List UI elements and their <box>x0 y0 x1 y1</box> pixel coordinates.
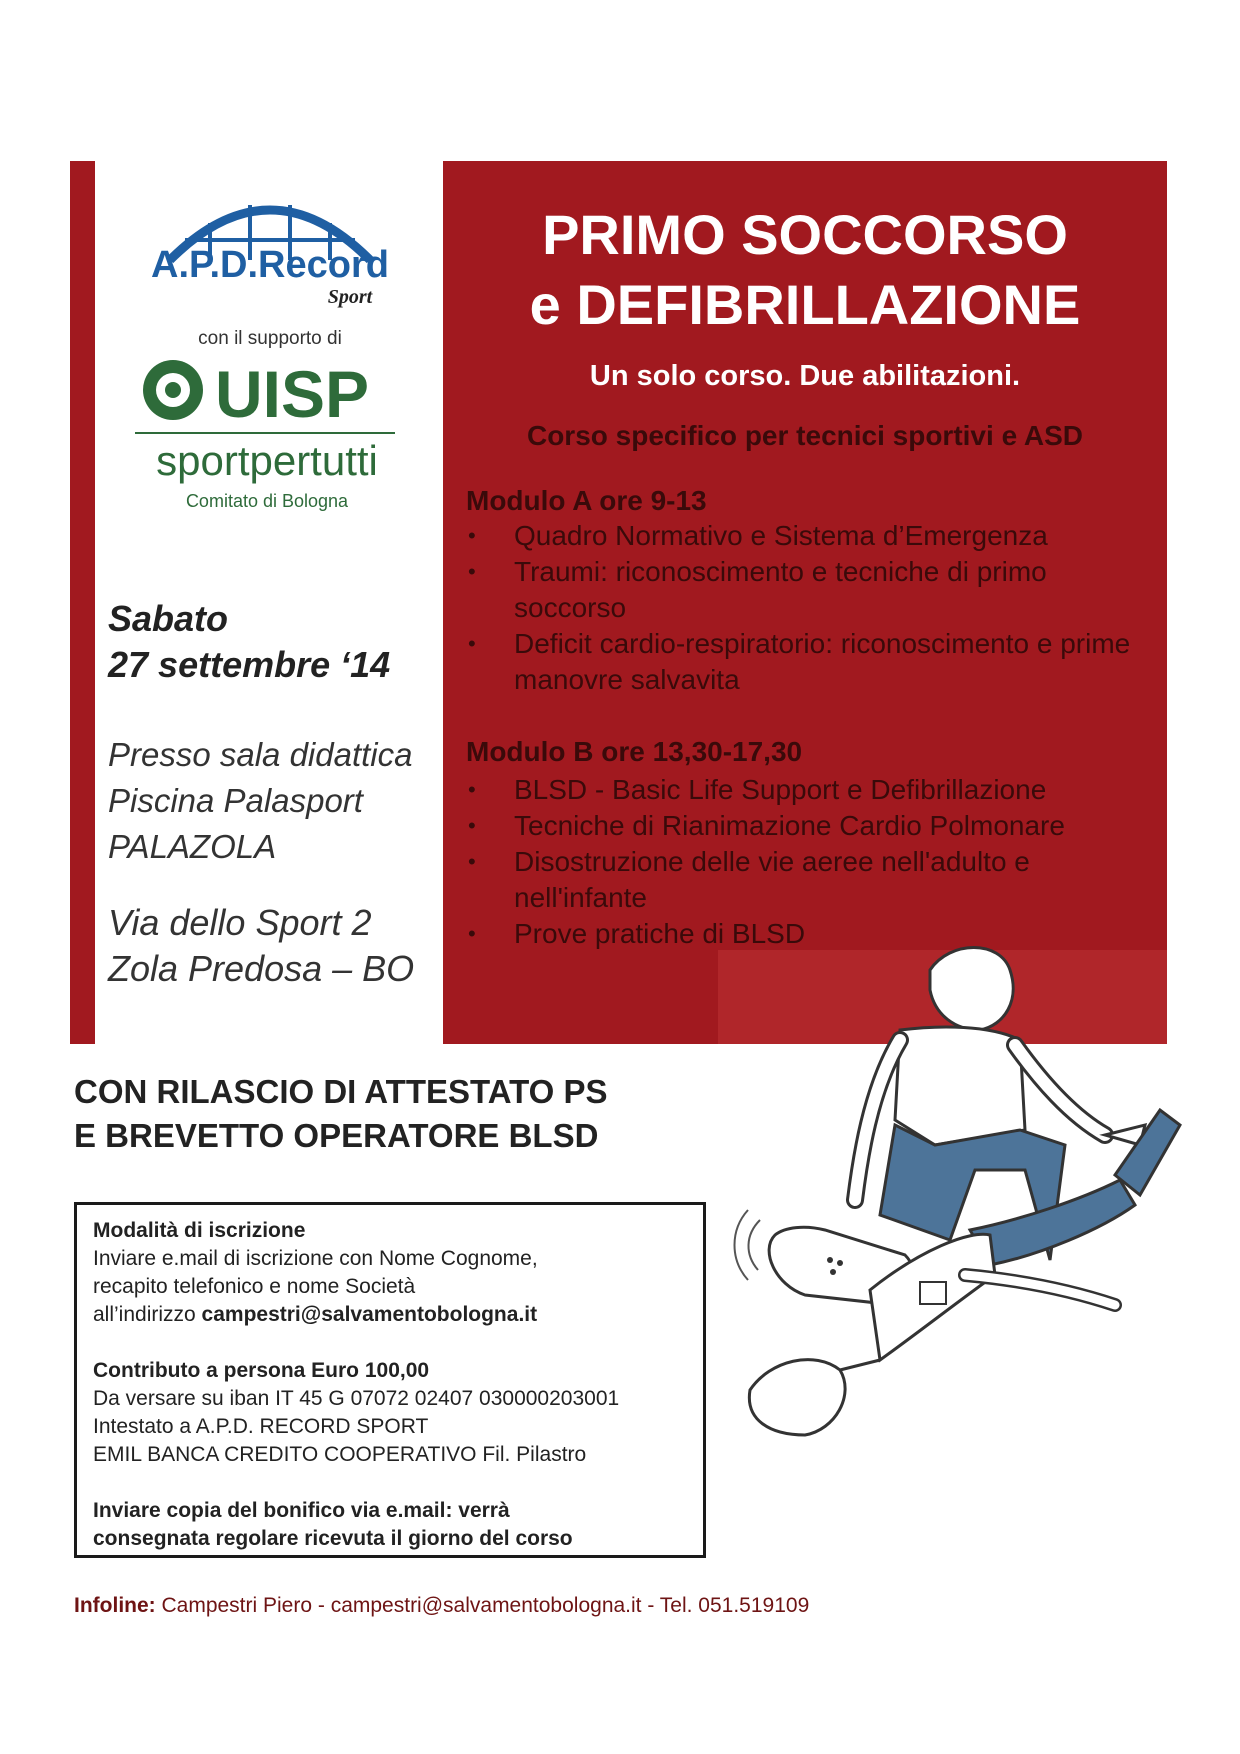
registration-box <box>74 1202 706 1558</box>
list-item: • Quadro Normativo e Sistema d’Emergenza <box>466 518 1166 554</box>
course-title-line-2: e DEFIBRILLAZIONE <box>529 273 1081 336</box>
place-line-1: Presso sala didattica <box>108 736 413 773</box>
registration-line-3 <box>93 1301 687 1329</box>
list-item: • BLSD - Basic Life Support e Defibrillazione <box>466 772 1146 808</box>
list-item: • Prove pratiche di BLSD <box>466 916 1146 952</box>
apd-logo-tagline: Sport <box>327 286 373 308</box>
left-accent-bar <box>70 161 95 1044</box>
list-item: • Tecniche di Rianimazione Cardio Polmonare <box>466 808 1146 844</box>
certificate-line-2: E BREVETTO OPERATORE BLSD <box>74 1117 599 1154</box>
registration-email[interactable]: campestri@salvamentobologna.it <box>201 1303 538 1326</box>
course-subtitle: Un solo corso. Due abilitazioni. <box>589 360 1021 392</box>
certificate-notice <box>74 1070 608 1158</box>
cpr-illustration <box>720 930 1240 1490</box>
infoline-text: Campestri Piero - campestri@salvamentobologna.it - Tel. 051.519109 <box>155 1594 810 1617</box>
infoline <box>74 1594 809 1618</box>
infoline-label: Infoline: <box>74 1594 156 1617</box>
address-line-2: Zola Predosa – BO <box>108 948 415 989</box>
course-target: Corso specifico per tecnici sportivi e ASD <box>526 420 1083 451</box>
note-line-2: consegnata regolare ricevuta il giorno del corso <box>93 1527 573 1550</box>
uisp-logo-tagline: sportpertutti <box>156 437 378 484</box>
fee-iban: Da versare su iban IT 45 G 07072 02407 030000203001 <box>93 1387 620 1410</box>
address-line-1: Via dello Sport 2 <box>108 902 372 943</box>
fee-bank: EMIL BANCA CREDITO COOPERATIVO Fil. Pilastro <box>93 1443 587 1466</box>
note-line-1: Inviare copia del bonifico via e.mail: verrà <box>93 1499 510 1522</box>
uisp-logo-name: UISP <box>215 357 370 431</box>
registration-line-2: recapito telefonico e nome Società <box>93 1275 416 1298</box>
fee-heading: Contributo a persona Euro 100,00 <box>93 1359 430 1382</box>
place-line-2: Piscina Palasport <box>108 782 363 819</box>
module-b-list <box>466 772 1146 952</box>
place-line-3: PALAZOLA <box>108 828 277 865</box>
uisp-logo <box>135 355 405 520</box>
fee-holder: Intestato a A.P.D. RECORD SPORT <box>93 1415 429 1438</box>
support-text: con il supporto di <box>198 328 342 349</box>
list-item: • Disostruzione delle vie aeree nell'adulto e nell'infante <box>466 844 1146 916</box>
course-title <box>443 200 1167 340</box>
list-item: • Deficit cardio-respiratorio: riconoscimento e prime manovre salvavita <box>466 626 1166 698</box>
uisp-committee: Comitato di Bologna <box>185 491 349 511</box>
event-place <box>108 732 413 870</box>
course-title-line-1: PRIMO SOCCORSO <box>542 203 1068 266</box>
event-address <box>108 900 414 992</box>
registration-heading: Modalità di iscrizione <box>93 1219 306 1242</box>
apd-logo-name: A.P.D.Record <box>151 244 389 286</box>
event-date-text: 27 settembre ‘14 <box>108 644 391 685</box>
module-a-heading: Modulo A ore 9-13 <box>466 485 707 516</box>
module-b-heading: Modulo B ore 13,30-17,30 <box>466 736 803 767</box>
registration-line-1: Inviare e.mail di iscrizione con Nome Cognome, <box>93 1247 538 1270</box>
event-date <box>108 596 390 688</box>
apd-record-logo <box>140 165 400 315</box>
registration-address-prefix: all’indirizzo <box>93 1303 202 1326</box>
module-a-list <box>466 518 1166 698</box>
certificate-line-1: CON RILASCIO DI ATTESTATO PS <box>74 1073 608 1110</box>
list-item: • Traumi: riconoscimento e tecniche di primo soccorso <box>466 554 1166 626</box>
event-day: Sabato <box>108 598 229 639</box>
